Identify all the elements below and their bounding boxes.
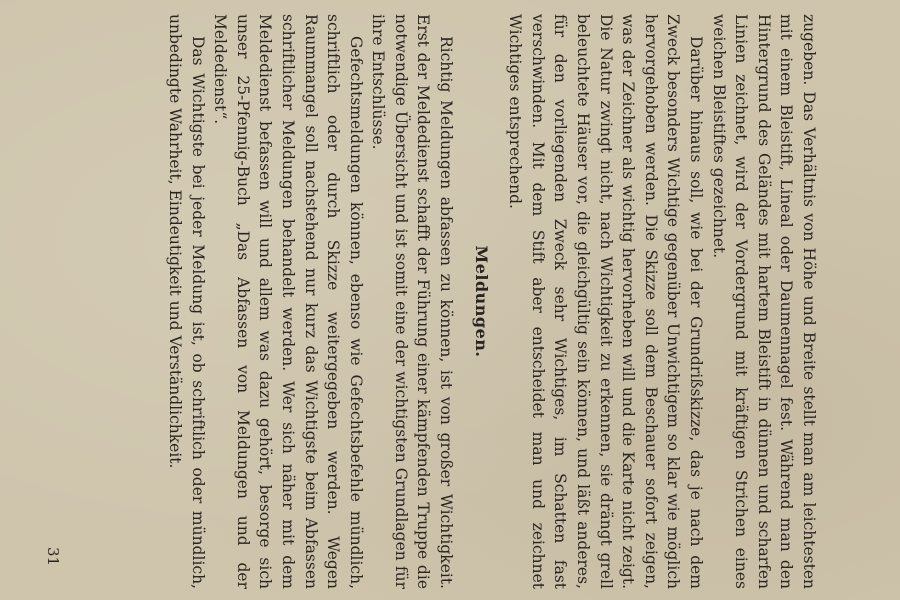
page-number: 31 — [44, 547, 62, 567]
paragraph-1: zugeben. Das Verhältnis von Höhe und Breite stellt man am leichtesten mit einem Bleistift, Lineal oder Daumennagel fest. Während man den Hintergrund des Geländes mit hartem Bleistift in dünnen und scharfen Linien zeichnet, wird der Vordergrund mit kräftigen Strichen eines weichen Bleistiftes gezeichnet. — [709, 14, 818, 589]
paragraph-3: Richtig Meldungen abfassen zu können, ist von großer Wichtigkeit. Erst der Meldedienst schafft der Führung einer kämpfenden Truppe die notwendige Übersicht und ist somit eine der wichtigsten Grundlagen für ihre Entschlüsse. — [369, 14, 456, 589]
section-heading: Meldungen. — [471, 245, 491, 358]
paragraph-2: Darüber hinaus soll, wie bei der Grundrißskizze, das je nach dem Zweck besonders Wichtige gegenüber Unwichtigem so klar wie möglich hervorgehoben werden. Die Skizze soll dem Beschauer sofort zeigen, was der Zeichner als wichtig hervorheben will und die Karte nicht zeigt. Die Natur zwingt nicht, nach Wichtigkeit zu erkennen, sie drängt grell beleuchtete Häuser vor, die gleichgültig sein können, und läßt anderes, für den vorliegenden Zweck sehr Wichtiges, im Schatten fast verschwinden. Mit dem Stift aber entscheidet man und zeichnet Wichtiges entsprechend. — [506, 14, 706, 589]
paragraph-5: Das Wichtigste bei jeder Meldung ist, ob schriftlich oder mündlich, unbedingte Wahrheit, Eindeutigkeit und Verständlichkeit. — [165, 14, 207, 589]
text-block — [163, 14, 820, 589]
paragraph-4: Gefechtsmeldungen können, ebenso wie Gefechtsbefehle mündlich, schriftlich oder durch Skizze weitergegeben werden. Wegen Raummangel soll nachstehend nur kurz das Wichtigste beim Abfassen schriftlicher Meldungen behandelt werden. Wer sich näher mit dem Meldedienst befassen will und allem was dazu gehört, besorge sich unser 25-Pfennig-Buch „Das Abfassen von Meldungen und der Meldedienst“. — [211, 14, 365, 589]
